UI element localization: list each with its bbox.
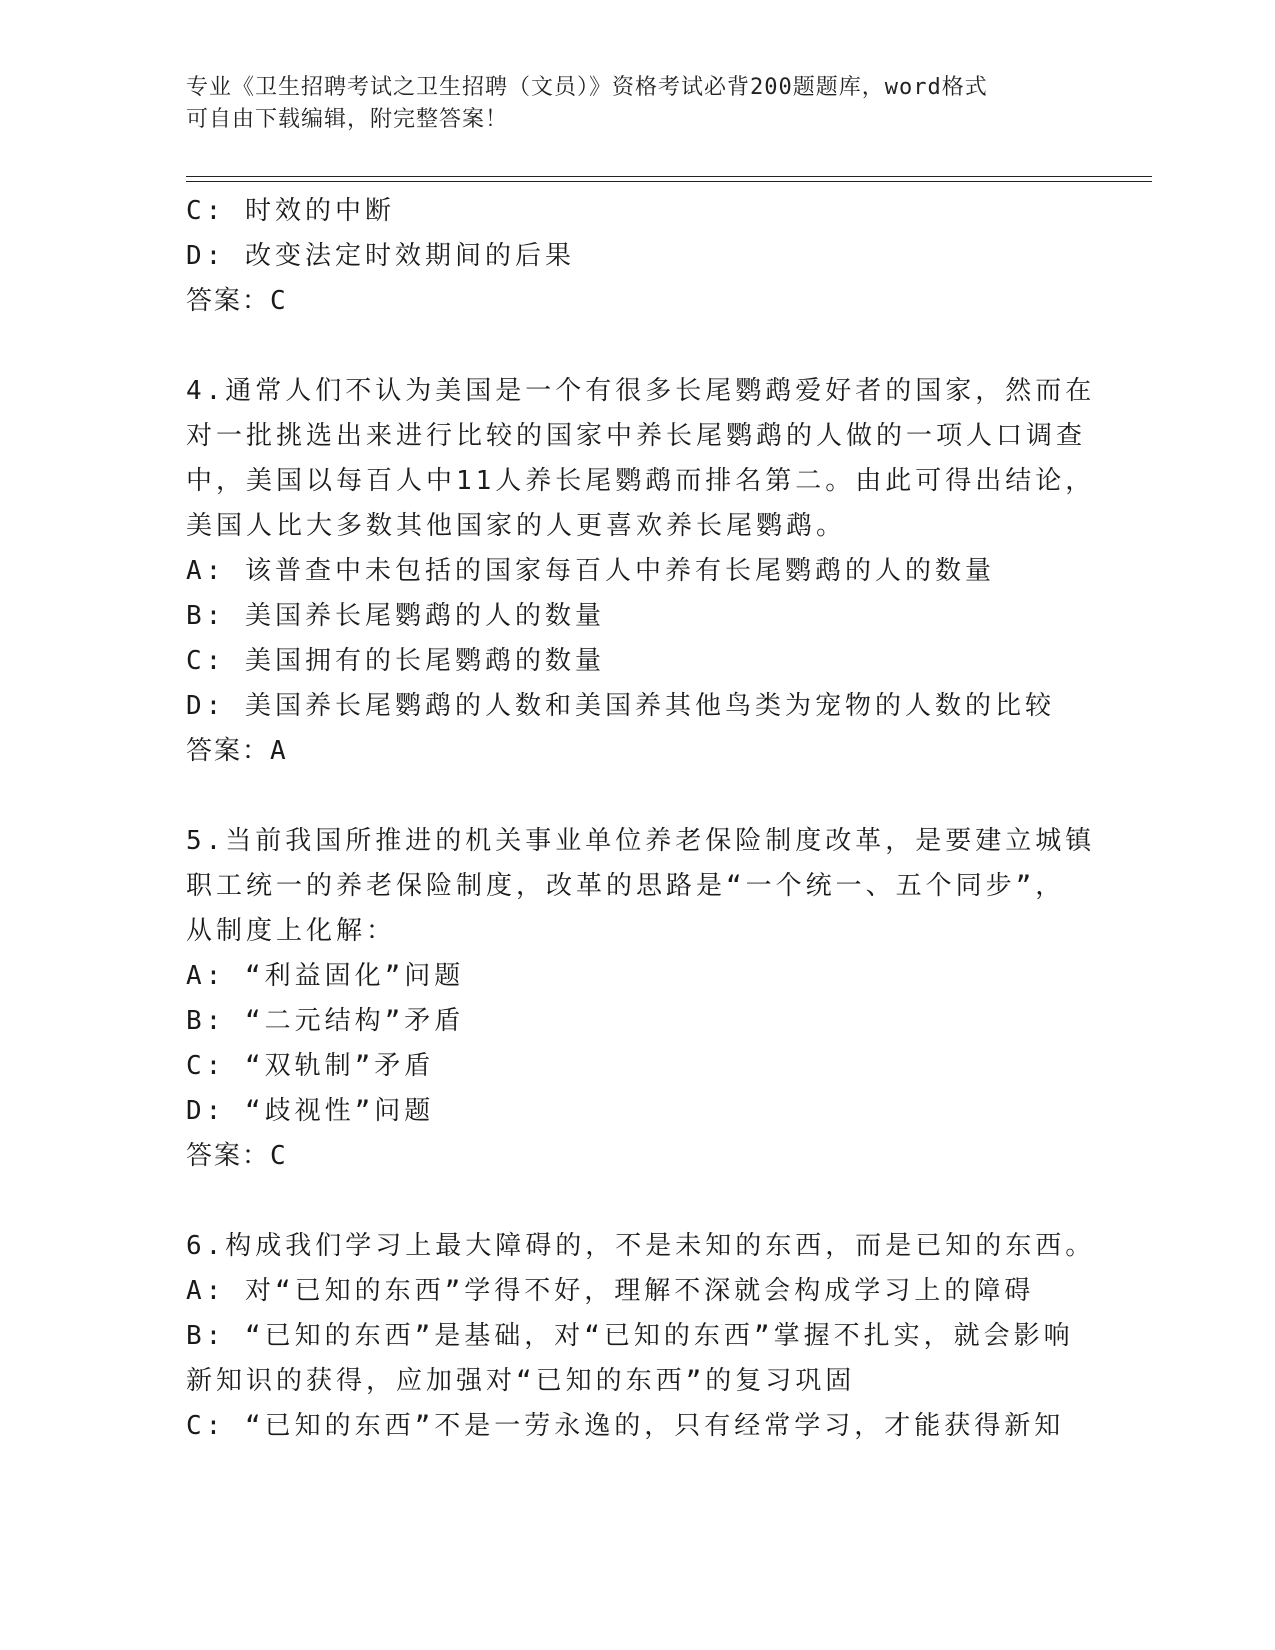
- spacer: [186, 324, 1086, 369]
- question-content: [186, 189, 1096, 1449]
- question-5-stem-line: 职工统一的养老保险制度，改革的思路是“一个统一、五个同步”，: [186, 871, 1066, 901]
- header-line-1: 专业《卫生招聘考试之卫生招聘（文员）》资格考试必背200题题库，word格式: [186, 75, 988, 100]
- question-5-option-d: D: “歧视性”问题: [186, 1096, 435, 1126]
- question-5-stem-line: 5.当前我国所推进的机关事业单位养老保险制度改革，是要建立城镇: [186, 826, 1096, 856]
- answer-value: C: [270, 286, 288, 316]
- answer-label: 答案：: [186, 736, 271, 766]
- answer-value: C: [270, 1141, 288, 1171]
- spacer: [186, 774, 1086, 819]
- header-divider-bottom: [186, 181, 1152, 182]
- question-4-stem-line: 对一批挑选出来进行比较的国家中养长尾鹦鹉的人做的一项人口调查: [186, 421, 1087, 451]
- question-5-stem-line: 从制度上化解：: [186, 916, 397, 946]
- question-5-option-b: B: “二元结构”矛盾: [186, 1006, 465, 1036]
- question-6-option-b: B: “已知的东西”是基础，对“已知的东西”掌握不扎实，就会影响: [186, 1321, 1074, 1351]
- page-header: [186, 72, 1086, 136]
- question-4-option-c: C: 美国拥有的长尾鹦鹉的数量: [186, 646, 605, 676]
- header-line-2: 可自由下载编辑，附完整答案！: [186, 107, 509, 132]
- answer-label: 答案：: [186, 1141, 271, 1171]
- answer-label: 答案：: [186, 286, 271, 316]
- spacer: [186, 1179, 1086, 1224]
- question-6-option-a: A: 对“已知的东西”学得不好，理解不深就会构成学习上的障碍: [186, 1276, 1035, 1306]
- question-4-stem-line: 美国人比大多数其他国家的人更喜欢养长尾鹦鹉。: [186, 511, 847, 541]
- question-4-stem-line: 4.通常人们不认为美国是一个有很多长尾鹦鹉爱好者的国家，然而在: [186, 376, 1096, 406]
- question-4-option-b: B: 美国养长尾鹦鹉的人的数量: [186, 601, 605, 631]
- question-4-answer: [186, 729, 1086, 774]
- question-5-option-a: A: “利益固化”问题: [186, 961, 465, 991]
- question-6-stem-line: 6.构成我们学习上最大障碍的，不是未知的东西，而是已知的东西。: [186, 1231, 1096, 1261]
- answer-line: [186, 279, 1086, 324]
- question-4-stem-line: 中，美国以每百人中11人养长尾鹦鹉而排名第二。由此可得出结论，: [186, 466, 1096, 496]
- question-6-option-c: C: “已知的东西”不是一劳永逸的，只有经常学习，才能获得新知: [186, 1411, 1065, 1441]
- question-5-answer: [186, 1134, 1086, 1179]
- question-4-option-d: D: 美国养长尾鹦鹉的人数和美国养其他鸟类为宠物的人数的比较: [186, 691, 1055, 721]
- question-4-option-a: A: 该普查中未包括的国家每百人中养有长尾鹦鹉的人的数量: [186, 556, 995, 586]
- header-divider-top: [186, 176, 1152, 177]
- option-d: D: 改变法定时效期间的后果: [186, 241, 575, 271]
- option-c: C: 时效的中断: [186, 196, 395, 226]
- question-5-option-c: C: “双轨制”矛盾: [186, 1051, 435, 1081]
- question-6-option-b-continued: 新知识的获得，应加强对“已知的东西”的复习巩固: [186, 1366, 856, 1396]
- answer-value: A: [270, 736, 288, 766]
